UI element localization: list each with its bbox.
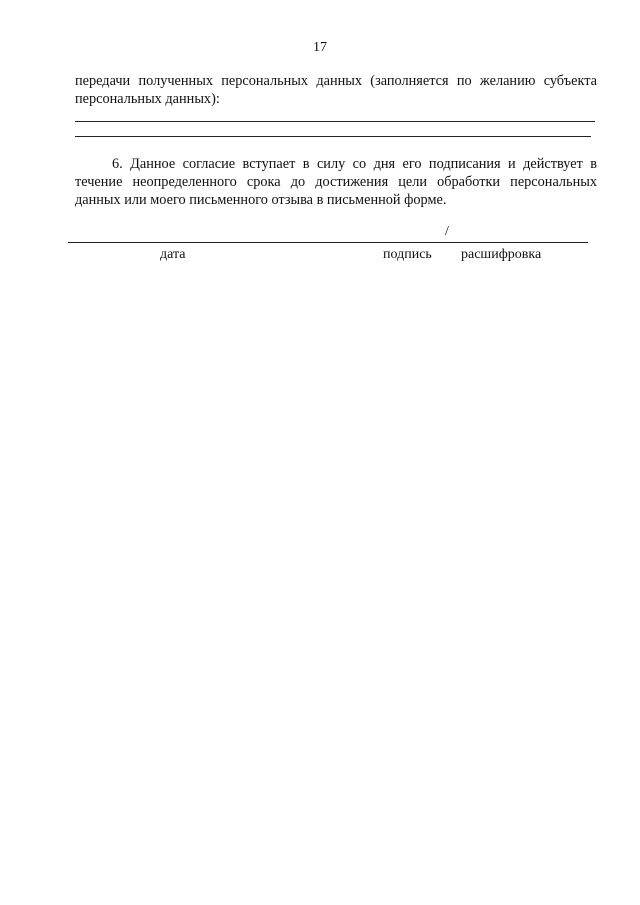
paragraph-6: 6. Данное согласие вступает в силу со дня его подписания и действует в течение неопределенного срока до достижения цели обработки персональных данных или моего письменного отзыва в письменной форме.	[75, 156, 597, 208]
fill-in-line-1	[75, 121, 595, 122]
signature-separator: /	[445, 224, 449, 239]
date-caption: дата	[160, 247, 186, 262]
name-line	[448, 242, 588, 243]
date-line	[68, 242, 378, 243]
page-number: 17	[313, 40, 327, 55]
fill-in-line-2	[75, 136, 591, 137]
name-caption: расшифровка	[461, 247, 542, 262]
signature-line	[378, 242, 448, 243]
paragraph-continued: передачи полученных персональных данных (заполняется по желанию субъекта персональных данных):	[75, 73, 597, 107]
signature-caption: подпись	[383, 247, 432, 262]
